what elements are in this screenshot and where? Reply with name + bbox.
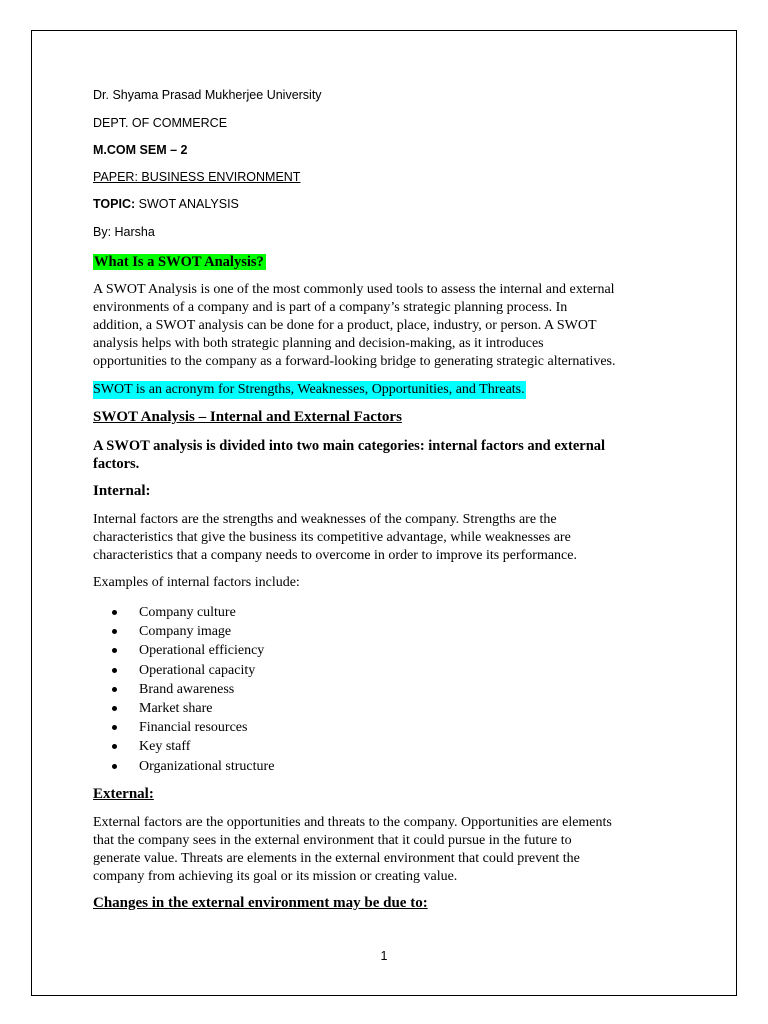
intro-line: analysis helps with both strategic planning and decision-making, as it introduces [93,336,544,351]
external-line: that the company sees in the external environment that it could pursue in the future to [93,833,572,848]
page-number: 1 [380,949,388,963]
list-item-text: Brand awareness [139,681,235,697]
intro-line: environments of a company and is part of a company’s strategic planning process. In [93,300,568,315]
bullet-icon [112,725,117,730]
list-item [112,661,274,680]
bullet-icon [112,764,117,769]
internal-paragraph [93,511,689,565]
list-item [112,622,274,641]
list-item [112,699,274,718]
bullet-icon [112,610,117,615]
list-item [112,603,274,622]
external-paragraph [93,814,689,886]
bullet-icon [112,744,117,749]
list-item [112,680,274,699]
university-name: Dr. Shyama Prasad Mukherjee University [93,88,322,102]
list-item-text: Financial resources [139,720,248,736]
divided-line: A SWOT analysis is divided into two main categories: internal factors and external [93,438,606,454]
list-item [112,718,274,737]
internal-line: characteristics that a company needs to overcome in order to improve its performance. [93,548,577,563]
bullet-icon [112,706,117,711]
author: By: Harsha [93,225,155,239]
factors-heading: SWOT Analysis – Internal and External Factors [93,409,402,425]
paper-title: PAPER: BUSINESS ENVIRONMENT [93,170,301,184]
topic-value: SWOT ANALYSIS [135,197,239,211]
topic-label: TOPIC: [93,197,136,211]
internal-line: characteristics that give the business its competitive advantage, while weaknesses are [93,530,571,545]
department: DEPT. OF COMMERCE [93,116,228,130]
divided-line: factors. [93,456,140,472]
semester: M.COM SEM – 2 [93,143,188,157]
list-item-text: Operational efficiency [139,643,265,659]
internal-heading: Internal: [93,483,151,499]
intro-line: addition, a SWOT analysis can be done for a product, place, industry, or person. A SWOT [93,318,597,333]
list-item [112,641,274,660]
bullet-icon [112,629,117,634]
list-item-text: Key staff [139,739,191,755]
topic [93,197,239,211]
list-item-text: Organizational structure [139,758,275,774]
bullet-icon [112,668,117,673]
external-line: External factors are the opportunities and threats to the company. Opportunities are elements [93,815,612,830]
list-item-text: Company image [139,624,232,640]
divided-paragraph [93,437,683,473]
intro-line: opportunities to the company as a forward-looking bridge to generating strategic alternatives. [93,354,616,369]
acronym-line [93,380,526,398]
internal-examples-list [112,603,274,776]
bullet-icon [112,687,117,692]
internal-line: Internal factors are the strengths and weaknesses of the company. Strengths are the [93,512,557,527]
external-heading: External: [93,786,154,802]
intro-line: A SWOT Analysis is one of the most commonly used tools to assess the internal and external [93,282,615,297]
changes-heading: Changes in the external environment may be due to: [93,895,428,911]
acronym-text: SWOT is an acronym for Strengths, Weaknesses, Opportunities, and Threats. [93,382,525,397]
what-heading [93,253,266,271]
list-item-text: Operational capacity [139,662,256,678]
external-line: company from achieving its goal or its mission or creating value. [93,869,458,884]
bullet-icon [112,648,117,653]
list-item [112,757,274,776]
list-item-text: Market share [139,700,213,716]
examples-intro: Examples of internal factors include: [93,575,300,590]
list-item-text: Company culture [139,605,236,620]
list-item [112,737,274,756]
what-heading-text: What Is a SWOT Analysis? [94,254,264,270]
intro-paragraph [93,281,689,371]
external-line: generate value. Threats are elements in the external environment that could prevent the [93,851,580,866]
